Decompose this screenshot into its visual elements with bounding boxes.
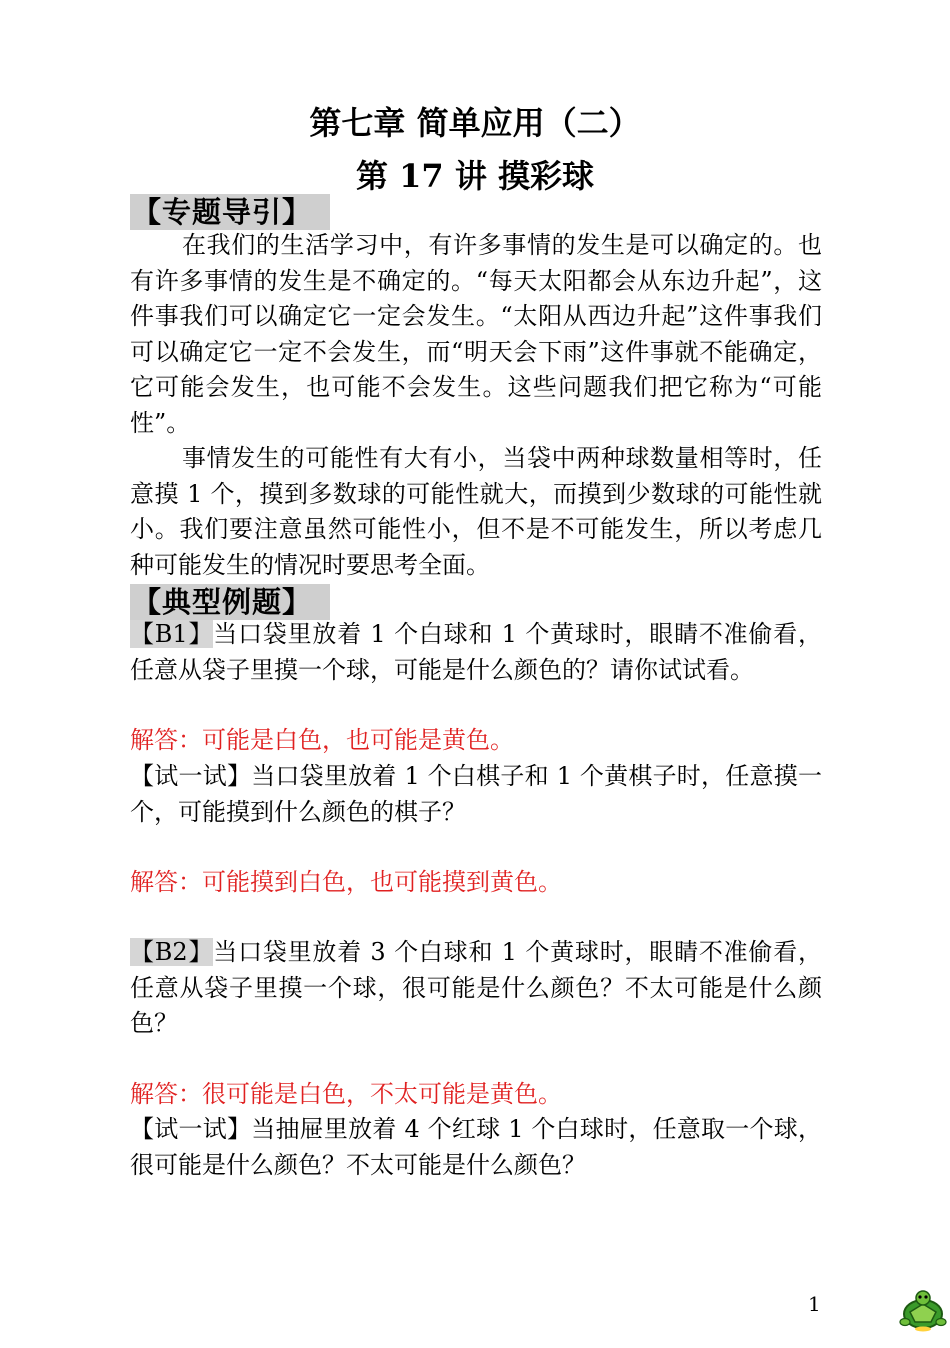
answer-b1: 解答：可能是白色，也可能是黄色。 <box>130 726 514 754</box>
try-question: 当抽屉里放着 4 个红球 1 个白球时，任意取一个球，很可能是什么颜色？不太可能是什么颜色？ <box>130 1115 822 1179</box>
section-heading-examples: 【典型例题】 <box>130 584 330 620</box>
try-question: 当口袋里放着 1 个白棋子和 1 个黄棋子时，任意摸一个，可能摸到什么颜色的棋子？ <box>130 762 822 826</box>
example-tag: 【B1】 <box>130 620 214 648</box>
try-tag: 【试一试】 <box>130 1115 252 1143</box>
example-question: 当口袋里放着 1 个白球和 1 个黄球时，眼睛不准偷看，任意从袋子里摸一个球，可能是什么颜色的？请你试试看。 <box>130 620 823 684</box>
example-b1 <box>130 617 822 688</box>
intro-paragraph-2: 事情发生的可能性有大有小，当袋中两种球数量相等时，任意摸 1 个，摸到多数球的可能性就大，而摸到少数球的可能性就小。我们要注意虽然可能性小，但不是不可能发生，所以考虑几种可能发生的情况时要思考全面。 <box>130 444 822 579</box>
try-tag: 【试一试】 <box>130 762 252 790</box>
try-it-1 <box>130 759 822 830</box>
section-heading-intro: 【专题导引】 <box>130 194 330 230</box>
answer-b2: 解答：很可能是白色，不太可能是黄色。 <box>130 1080 562 1108</box>
answer-try-1: 解答：可能摸到白色，也可能摸到黄色。 <box>130 868 562 896</box>
turtle-icon <box>898 1288 948 1332</box>
try-it-2 <box>130 1112 822 1183</box>
example-question: 当口袋里放着 3 个白球和 1 个黄球时，眼睛不准偷看，任意从袋子里摸一个球，很可能是什么颜色？不太可能是什么颜色？ <box>130 938 823 1037</box>
intro-paragraph-1: 在我们的生活学习中，有许多事情的发生是可以确定的。也有许多事情的发生是不确定的。“每天太阳都会从东边升起”，这件事我们可以确定它一定会发生。“太阳从西边升起”这件事我们可以确定它一定不会发生，而“明天会下雨”这件事就不能确定，它可能会发生，也可能不会发生。这些问题我们把它称为“可能性”。 <box>130 231 822 437</box>
example-tag: 【B2】 <box>130 938 214 966</box>
chapter-title: 第七章 简单应用（二） <box>309 104 641 142</box>
example-b2 <box>130 935 822 1042</box>
lecture-title: 第 17 讲 摸彩球 <box>356 157 594 195</box>
page-number: 1 <box>808 1292 821 1316</box>
